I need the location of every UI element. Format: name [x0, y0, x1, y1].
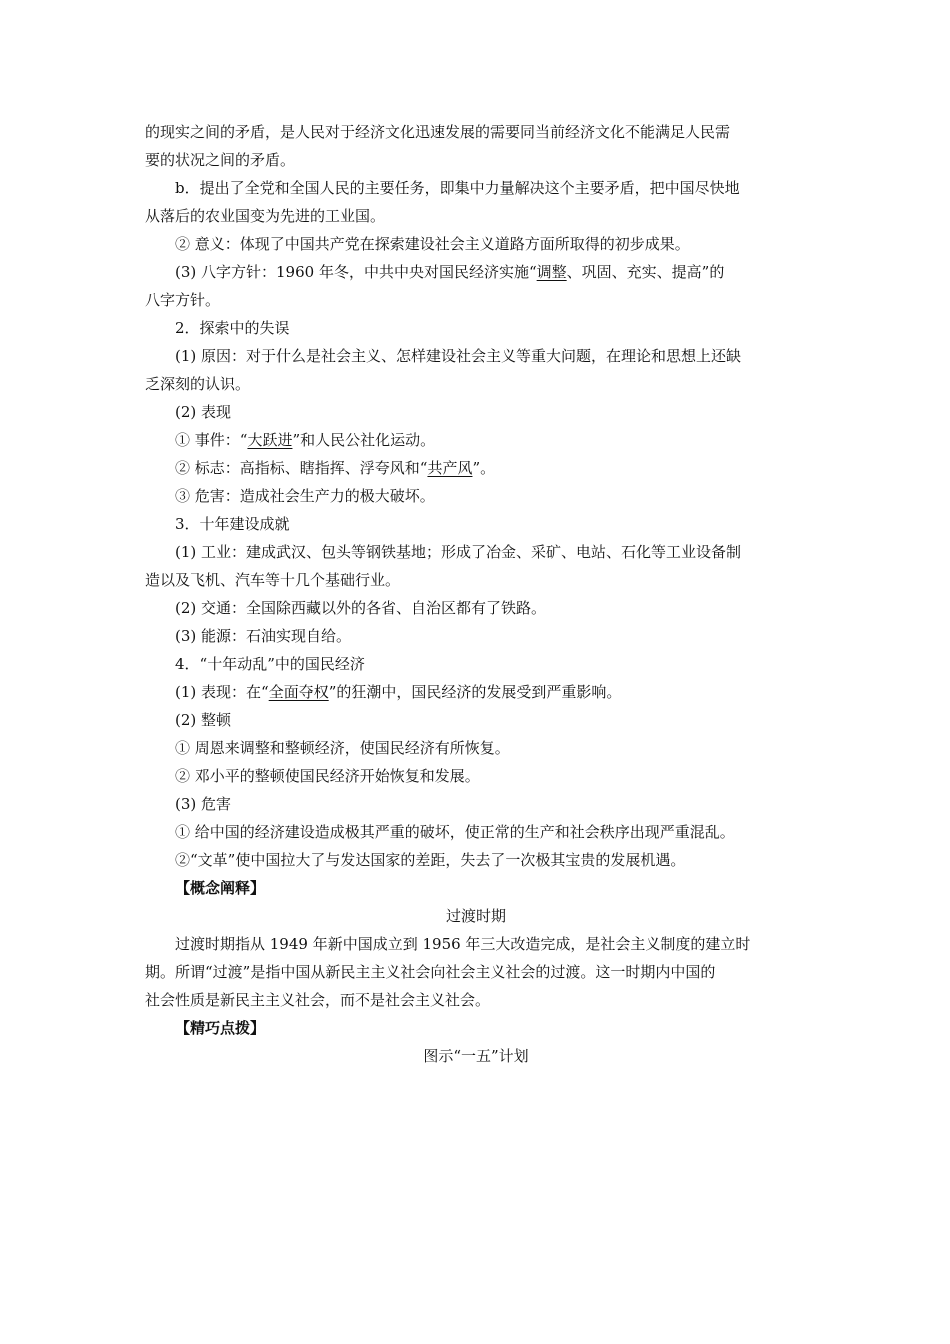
tips-title: 图示“一五”计划	[423, 1047, 529, 1065]
show-line	[145, 678, 807, 706]
text-line: (2) 整顿	[175, 711, 232, 729]
section-heading: 3．十年建设成就	[175, 515, 290, 533]
text-line: (1) 工业：建成武汉、包头等钢铁基地；形成了冶金、采矿、电站、石化等工业设备制	[175, 543, 742, 561]
text-line: 乏深刻的认识。	[145, 375, 251, 393]
text-span: 、巩固、充实、提高”的	[566, 263, 725, 281]
underlined-term: 共产风	[427, 459, 473, 477]
tips-heading: 【精巧点拨】	[175, 1019, 266, 1037]
concept-heading: 【概念阐释】	[175, 879, 266, 897]
sign-line	[145, 454, 807, 482]
document-body	[145, 118, 807, 1070]
text-line: (3) 危害	[175, 795, 232, 813]
text-span: (1) 表现：在“	[175, 683, 269, 701]
underlined-term: 调整	[536, 263, 567, 281]
text-line: ③ 危害：造成社会生产力的极大破坏。	[175, 487, 435, 505]
text-line: ① 周恩来调整和整顿经济，使国民经济有所恢复。	[175, 739, 510, 757]
text-line: b．提出了全党和全国人民的主要任务，即集中力量解决这个主要矛盾，把中国尽快地	[175, 179, 740, 197]
text-line: (2) 交通：全国除西藏以外的各省、自治区都有了铁路。	[175, 599, 547, 617]
event-line	[145, 426, 807, 454]
eight-character-policy	[145, 258, 807, 286]
underlined-term: 大跃进	[247, 431, 293, 449]
text-line: ② 意义：体现了中国共产党在探索建设社会主义道路方面所取得的初步成果。	[175, 235, 690, 253]
section-heading: 4．“十年动乱”中的国民经济	[175, 655, 365, 673]
text-span: ② 标志：高指标、瞎指挥、浮夸风和“	[175, 459, 428, 477]
concept-title: 过渡时期	[445, 907, 506, 925]
text-span: ”。	[472, 459, 496, 477]
text-line: 八字方针。	[145, 291, 221, 309]
text-line: 社会性质是新民主主义社会，而不是社会主义社会。	[145, 991, 491, 1009]
section-heading: 2．探索中的失误	[175, 319, 290, 337]
underlined-term: 全面夺权	[268, 683, 329, 701]
text-line: ① 给中国的经济建设造成极其严重的破坏，使正常的生产和社会秩序出现严重混乱。	[175, 823, 735, 841]
text-line: (3) 能源：石油实现自给。	[175, 627, 352, 645]
text-line: ② 邓小平的整顿使国民经济开始恢复和发展。	[175, 767, 480, 785]
text-span: ”的狂潮中，国民经济的发展受到严重影响。	[328, 683, 622, 701]
text-line: 从落后的农业国变为先进的工业国。	[145, 207, 386, 225]
text-line: 的现实之间的矛盾，是人民对于经济文化迅速发展的需要同当前经济文化不能满足人民需	[145, 123, 731, 141]
text-line: (2) 表现	[175, 403, 232, 421]
text-span: ① 事件：“	[175, 431, 248, 449]
text-line: (1) 原因：对于什么是社会主义、怎样建设社会主义等重大问题，在理论和思想上还缺	[175, 347, 742, 365]
text-span: (3) 八字方针：1960 年冬，中共中央对国民经济实施“	[175, 263, 537, 281]
text-line: 要的状况之间的矛盾。	[145, 151, 296, 169]
text-line: ②“文革”使中国拉大了与发达国家的差距，失去了一次极其宝贵的发展机遇。	[175, 851, 686, 869]
text-line: 期。所谓“过渡”是指中国从新民主主义社会向社会主义社会的过渡。这一时期内中国的	[145, 963, 716, 981]
text-span: ”和人民公社化运动。	[292, 431, 436, 449]
text-line: 过渡时期指从 1949 年新中国成立到 1956 年三大改造完成，是社会主义制度的建立时	[175, 935, 751, 953]
text-line: 造以及飞机、汽车等十几个基础行业。	[145, 571, 401, 589]
